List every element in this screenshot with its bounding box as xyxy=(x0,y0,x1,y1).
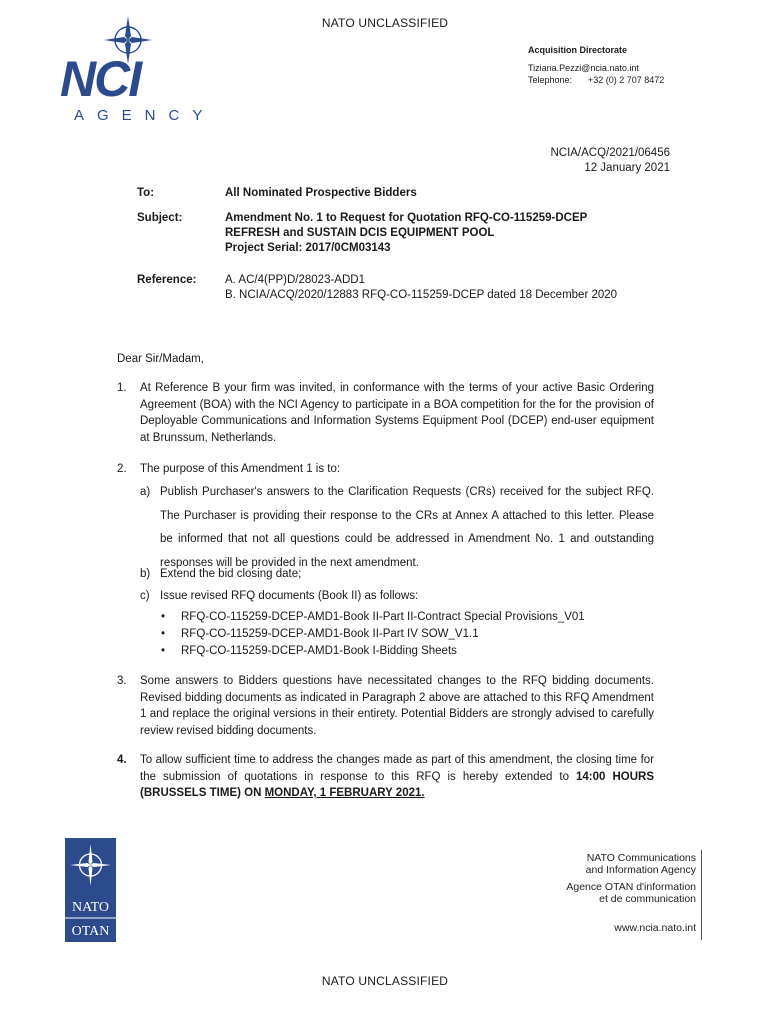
nato-star-icon xyxy=(65,838,116,942)
subparagraph-text: Publish Purchaser's answers to the Clarification Requests (CRs) received for the subject RFQ. The Purchaser is providing their response to the CRs at Annex A attached to this letter. Please be informed that not all questions could be addressed in Amendment No. 1 and outstanding responses will be provided in the next amendment. xyxy=(160,486,654,569)
contact-block xyxy=(528,44,664,87)
subject-line: Project Serial: 2017/0CM03143 xyxy=(225,242,391,254)
nci-agency-logo xyxy=(60,14,210,122)
telephone-label: Telephone: xyxy=(528,75,573,85)
paragraph-text: The purpose of this Amendment 1 is to: xyxy=(140,463,341,475)
reference-item: B. NCIA/ACQ/2020/12883 RFQ-CO-115259-DCEP dated 18 December 2020 xyxy=(225,289,618,301)
to-label: To: xyxy=(137,187,155,199)
reference-item: A. AC/4(PP)D/28023-ADD1 xyxy=(225,274,365,286)
classification-bottom: NATO UNCLASSIFIED xyxy=(321,974,449,988)
contact-email[interactable]: Tiziana.Pezzi@ncia.nato.int xyxy=(528,62,639,73)
subject-line: Amendment No. 1 to Request for Quotation RFQ-CO-115259-DCEP xyxy=(225,212,588,224)
subparagraph-text: Extend the bid closing date; xyxy=(160,568,302,580)
subparagraph-letter: c) xyxy=(140,590,150,602)
subparagraph-letter: a) xyxy=(140,486,151,498)
footer-en-line: NATO Communications xyxy=(586,852,696,864)
logo-letters: NCI xyxy=(60,51,141,107)
badge-line1: NATO xyxy=(71,900,110,915)
badge-line2: OTAN xyxy=(71,924,110,939)
subparagraph-letter: b) xyxy=(140,568,151,580)
nato-compass-star-icon xyxy=(60,14,210,122)
classification-top: NATO UNCLASSIFIED xyxy=(321,16,449,30)
bullet-text: RFQ-CO-115259-DCEP-AMD1-Book I-Bidding Sheets xyxy=(181,645,457,657)
closing-date: MONDAY, 1 FEBRUARY 2021. xyxy=(264,787,425,799)
subject-line: REFRESH and SUSTAIN DCIS EQUIPMENT POOL xyxy=(225,227,495,239)
paragraph-text: Some answers to Bidders questions have necessitated changes to the RFQ bidding documents. Revised bidding documents as indicated in Paragraph 2 above are attached to this RFQ Amendment 1 and replace the original versions in their entirety. Potential Bidders are strongly advised to carefully review revised bidding documents. xyxy=(140,675,654,737)
reference-label: Reference: xyxy=(137,274,197,286)
footer-agency-name xyxy=(540,853,696,935)
directorate: Acquisition Directorate xyxy=(528,45,628,55)
logo-word: AGENCY xyxy=(74,107,210,122)
paragraph-number: 3. xyxy=(117,675,127,687)
closing-time: 14:00 HOURS (BRUSSELS TIME) ON xyxy=(140,770,654,799)
to-value: All Nominated Prospective Bidders xyxy=(225,187,417,199)
paragraph-number: 1. xyxy=(117,382,127,394)
footer-website-link[interactable]: www.ncia.nato.int xyxy=(614,922,696,934)
footer-fr-line: et de communication xyxy=(599,892,696,905)
nato-otan-badge xyxy=(65,838,116,942)
bullet-text: RFQ-CO-115259-DCEP-AMD1-Book II-Part IV SOW_V1.1 xyxy=(181,628,479,640)
paragraph-text: At Reference B your firm was invited, in conformance with the terms of your active Basic Ordering Agreement (BOA) with the NCI Agency to participate in a BOA competition for the for the provision of Deployable Communications and Information Systems Equipment Pool (DCEP) end-user equipment at Brunssum, Netherlands. xyxy=(140,382,654,444)
references-list xyxy=(225,273,617,303)
salutation: Dear Sir/Madam, xyxy=(117,353,204,365)
footer-en-line: and Information Agency xyxy=(585,863,696,876)
reference-number: NCIA/ACQ/2021/06456 xyxy=(550,147,670,159)
subject-lines xyxy=(225,211,587,256)
paragraph-text xyxy=(140,752,654,802)
letter-date: 12 January 2021 xyxy=(584,162,670,174)
telephone-number: +32 (0) 2 707 8472 xyxy=(588,75,665,85)
footer-fr-line: Agence OTAN d'information xyxy=(566,881,696,893)
letter-reference-block xyxy=(550,146,670,176)
subparagraph-text: Issue revised RFQ documents (Book II) as follows: xyxy=(160,590,419,602)
paragraph-number: 4. xyxy=(117,754,127,766)
bullet-text: RFQ-CO-115259-DCEP-AMD1-Book II-Part II-Contract Special Provisions_V01 xyxy=(181,611,585,623)
paragraph-number: 2. xyxy=(117,463,127,475)
paragraph-text-start: To allow sufficient time to address the changes made as part of this amendment, the closing time for the submission of quotations in response to this RFQ is hereby extended to xyxy=(140,754,654,783)
subject-label: Subject: xyxy=(137,212,183,224)
footer-divider xyxy=(701,850,702,940)
